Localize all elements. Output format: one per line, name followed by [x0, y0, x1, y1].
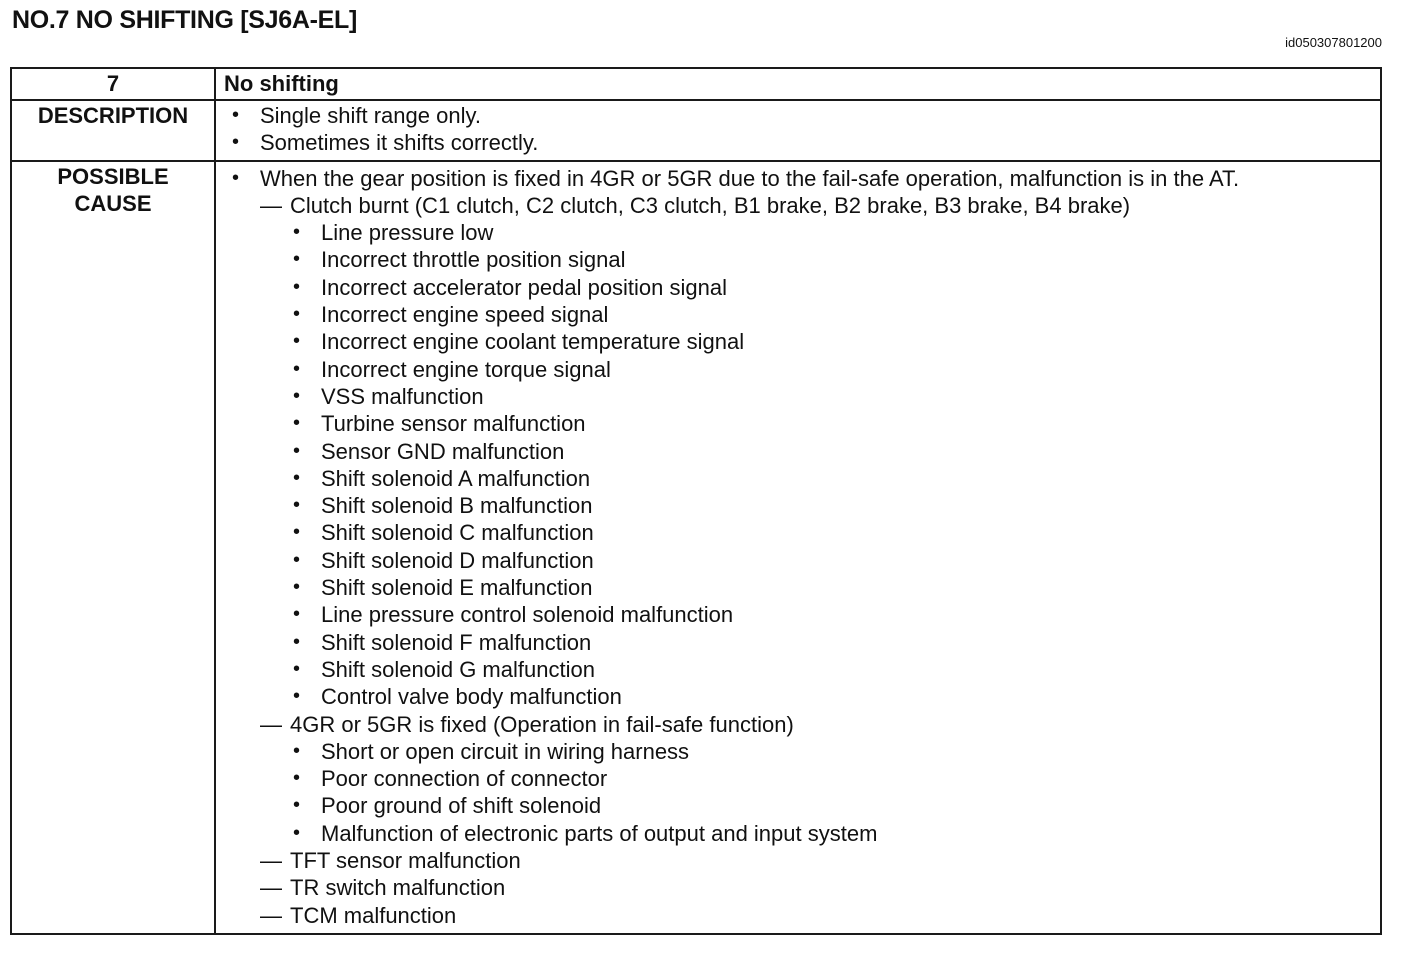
list-item: • Shift solenoid C malfunction — [290, 519, 1372, 546]
description-list — [224, 102, 1372, 157]
cause-group — [260, 192, 1372, 711]
cause-group — [260, 847, 1372, 874]
diagnosis-table — [10, 67, 1382, 935]
list-item: • Short or open circuit in wiring harness — [290, 738, 1372, 765]
cause-sublist — [290, 219, 1372, 710]
list-item: • Control valve body malfunction — [290, 683, 1372, 710]
cause-group-label: Clutch burnt (C1 clutch, C2 clutch, C3 clutch, B1 brake, B2 brake, B3 brake, B4 brake) — [290, 192, 1131, 218]
table-header-row — [11, 68, 1381, 100]
list-item: • Sensor GND malfunction — [290, 438, 1372, 465]
description-row — [11, 100, 1381, 161]
possible-cause-label — [11, 161, 215, 934]
list-item: • Shift solenoid F malfunction — [290, 629, 1372, 656]
list-item: • Shift solenoid A malfunction — [290, 465, 1372, 492]
cause-group — [260, 711, 1372, 847]
list-item: • Line pressure control solenoid malfunction — [290, 601, 1372, 628]
list-item: • Incorrect engine speed signal — [290, 301, 1372, 328]
list-item: • Shift solenoid G malfunction — [290, 656, 1372, 683]
list-item: • Incorrect throttle position signal — [290, 246, 1372, 273]
list-item: • Malfunction of electronic parts of output and input system — [290, 820, 1372, 847]
document-id: id050307801200 — [1285, 35, 1382, 50]
trouble-number: 7 — [11, 68, 215, 100]
list-item: • Turbine sensor malfunction — [290, 410, 1372, 437]
list-item: • Sometimes it shifts correctly. — [224, 129, 1372, 156]
list-item: • Shift solenoid E malfunction — [290, 574, 1372, 601]
page-title: NO.7 NO SHIFTING [SJ6A-EL] — [12, 6, 358, 34]
cause-group — [260, 874, 1372, 901]
trouble-heading: No shifting — [215, 68, 1381, 100]
possible-cause-row — [11, 161, 1381, 934]
list-item: • Incorrect engine torque signal — [290, 356, 1372, 383]
possible-cause-label-line2: CAUSE — [74, 190, 152, 216]
cause-group-list — [260, 192, 1372, 929]
possible-cause-label-line1: POSSIBLE — [57, 163, 169, 189]
list-item: • Single shift range only. — [224, 102, 1372, 129]
cause-group-label: 4GR or 5GR is fixed (Operation in fail-safe function) — [290, 711, 794, 737]
list-item: • Poor connection of connector — [290, 765, 1372, 792]
list-item: • VSS malfunction — [290, 383, 1372, 410]
cause-group-label: TR switch malfunction — [290, 875, 506, 901]
cause-group-label: TFT sensor malfunction — [290, 848, 521, 874]
list-item: • Shift solenoid B malfunction — [290, 492, 1372, 519]
possible-cause-cell — [215, 161, 1381, 934]
cause-sublist — [290, 738, 1372, 847]
cause-intro-item — [224, 165, 1372, 929]
list-item: • Shift solenoid D malfunction — [290, 547, 1372, 574]
cause-group — [260, 902, 1372, 929]
cause-list — [224, 165, 1372, 929]
description-cell — [215, 100, 1381, 161]
list-item: • Incorrect engine coolant temperature signal — [290, 328, 1372, 355]
cause-intro-text: When the gear position is fixed in 4GR or 5GR due to the fail-safe operation, malfunction is in the AT. — [260, 165, 1240, 191]
list-item: • Line pressure low — [290, 219, 1372, 246]
cause-group-label: TCM malfunction — [290, 902, 457, 928]
list-item: • Poor ground of shift solenoid — [290, 792, 1372, 819]
description-label: DESCRIPTION — [11, 100, 215, 161]
list-item: • Incorrect accelerator pedal position signal — [290, 274, 1372, 301]
